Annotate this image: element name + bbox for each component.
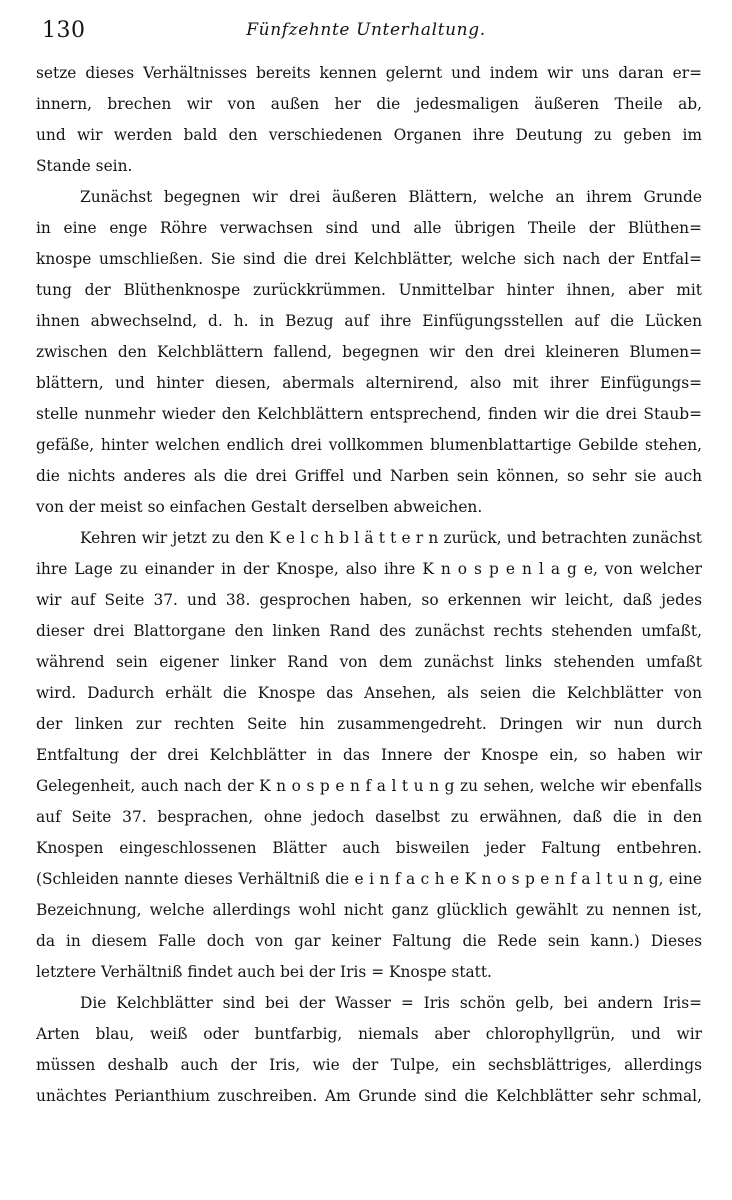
text-line: Arten blau, weiß oder buntfarbig, niemals aber chlorophyllgrün, und wir [36,1025,702,1043]
page-body [36,58,702,1112]
text-line: Kehren wir jetzt zu den K e l c h b l ä t t e r n zurück, und betrachten zunächst [80,529,702,547]
text-line: müssen deshalb auch der Iris, wie der Tulpe, ein sechsblättriges, allerdings [36,1056,702,1074]
text-line: der linken zur rechten Seite hin zusammengedreht. Dringen wir nun durch [36,715,702,733]
text-line: stelle nunmehr wieder den Kelchblättern entsprechend, finden wir die drei Staub= [36,405,702,423]
text-line: Die Kelchblätter sind bei der Wasser = Iris schön gelb, bei andern Iris= [80,994,702,1012]
paragraph [36,182,702,523]
text-line: während sein eigener linker Rand von dem zunächst links stehenden umfaßt [36,653,702,671]
text-line: Stande sein. [36,157,133,175]
text-line: letztere Verhältniß findet auch bei der Iris = Knospe statt. [36,963,492,981]
text-line: ihre Lage zu einander in der Knospe, also ihre K n o s p e n l a g e, von welcher [36,560,702,578]
text-line: von der meist so einfachen Gestalt derselben abweichen. [36,498,483,516]
paragraph [36,58,702,182]
text-line: dieser drei Blattorgane den linken Rand des zunächst rechts stehenden umfaßt, [36,622,702,640]
text-line: wird. Dadurch erhält die Knospe das Ansehen, als seien die Kelchblätter von [36,684,702,702]
paragraph [36,988,702,1112]
text-line: (Schleiden nannte dieses Verhältniß die e i n f a c h e K n o s p e n f a l t u n g, eine [36,870,702,888]
text-line: setze dieses Verhältnisses bereits kennen gelernt und indem wir uns daran er= [36,64,702,82]
text-line: Knospen eingeschlossenen Blätter auch bisweilen jeder Faltung entbehren. [36,839,702,857]
text-line: zwischen den Kelchblättern fallend, begegnen wir den drei kleineren Blumen= [36,343,702,361]
text-line: Bezeichnung, welche allerdings wohl nicht ganz glücklich gewählt zu nennen ist, [36,901,702,919]
text-line: da in diesem Falle doch von gar keiner Faltung die Rede sein kann.) Dieses [36,932,702,950]
text-line: wir auf Seite 37. und 38. gesprochen haben, so erkennen wir leicht, daß jedes [36,591,702,609]
text-line: Entfaltung der drei Kelchblätter in das Innere der Knospe ein, so haben wir [36,746,702,764]
text-line: auf Seite 37. besprachen, ohne jedoch daselbst zu erwähnen, daß die in den [36,808,702,826]
page-header [0,18,732,48]
page-number: 130 [42,18,86,43]
text-line: die nichts anderes als die drei Griffel und Narben sein können, so sehr sie auch [36,467,702,485]
text-line: innern, brechen wir von außen her die jedesmaligen äußeren Theile ab, [36,95,702,113]
running-title: Fünfzehnte Unterhaltung. [246,20,486,40]
text-line: gefäße, hinter welchen endlich drei vollkommen blumenblattartige Gebilde stehen, [36,436,702,454]
text-line: knospe umschließen. Sie sind die drei Kelchblätter, welche sich nach der Entfal= [36,250,702,268]
text-line: tung der Blüthenknospe zurückkrümmen. Unmittelbar hinter ihnen, aber mit [36,281,702,299]
text-line: ihnen abwechselnd, d. h. in Bezug auf ihre Einfügungsstellen auf die Lücken [36,312,702,330]
text-line: in eine enge Röhre verwachsen sind und alle übrigen Theile der Blüthen= [36,219,702,237]
text-line: blättern, und hinter diesen, abermals alternirend, also mit ihrer Einfügungs= [36,374,702,392]
text-line: unächtes Perianthium zuschreiben. Am Grunde sind die Kelchblätter sehr schmal, [36,1087,702,1105]
text-line: und wir werden bald den verschiedenen Organen ihre Deutung zu geben im [36,126,702,144]
paragraph [36,523,702,988]
text-line: Gelegenheit, auch nach der K n o s p e n f a l t u n g zu sehen, welche wir ebenfalls [36,777,702,795]
text-line: Zunächst begegnen wir drei äußeren Blättern, welche an ihrem Grunde [80,188,702,206]
